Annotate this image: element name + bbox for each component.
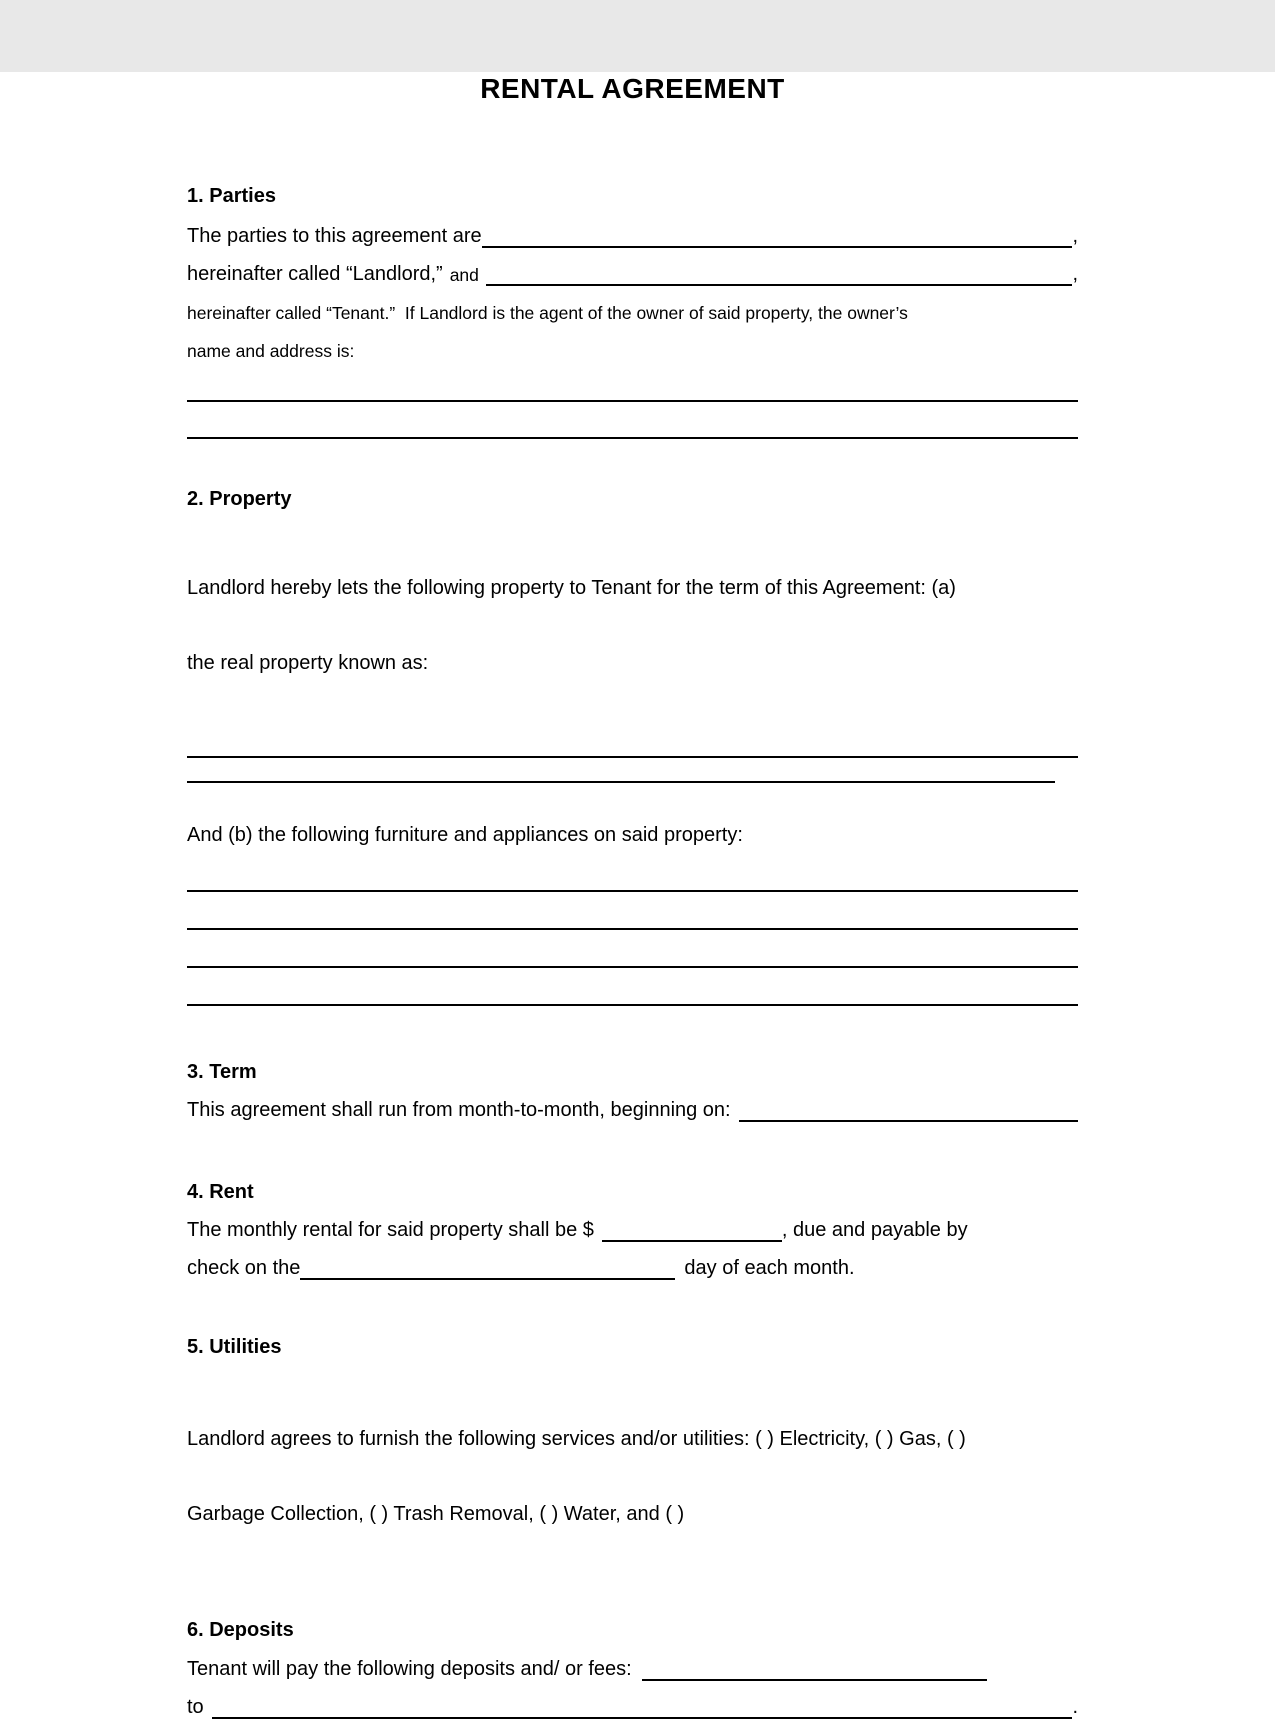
term-text: This agreement shall run from month-to-month, beginning on: [187,1099,731,1121]
parties-line2-text: hereinafter called “Landlord,” [187,263,443,285]
property-address-blank-1[interactable] [187,756,1078,758]
parties-paragraph [187,210,1078,362]
furniture-list-blank-4[interactable] [187,1004,1078,1006]
rent-amount-pre: The monthly rental for said property shall be $ [187,1219,594,1241]
utilities-paragraph [187,1377,1078,1577]
deposits-to-text: to [187,1696,204,1718]
rent-line-1 [187,1204,1078,1242]
section-heading-parties: 1. Parties [187,185,276,207]
parties-line-2 [187,248,1078,286]
parties-line-1 [187,210,1078,248]
furniture-list-blank-1[interactable] [187,890,1078,892]
deposits-paragraph [187,1643,1078,1719]
section-heading-rent: 4. Rent [187,1181,254,1203]
property-intro [187,526,1078,726]
deposits-line-2 [187,1681,1078,1719]
parties-line-3 [187,286,1078,324]
rent-line-2 [187,1242,1078,1280]
deposits-line-1 [187,1643,1078,1681]
tenant-name-blank[interactable] [486,260,1073,286]
rent-day-post: day of each month. [684,1257,855,1279]
deposits-period: . [1072,1696,1078,1718]
furniture-list-blank-3[interactable] [187,966,1078,968]
owner-name-address-blank-1[interactable] [187,400,1078,402]
rent-amount-blank[interactable] [602,1216,782,1242]
parties-line4-text: name and address is: [187,341,355,361]
utilities-line1: Landlord agrees to furnish the following services and/or utilities: ( ) Electricity, ( ) Gas, ( ) [187,1428,966,1450]
rent-amount-post: , due and payable by [781,1219,968,1241]
utilities-line2: Garbage Collection, ( ) Trash Removal, ( ) Water, and ( ) [187,1503,685,1525]
parties-line2-comma: , [1072,263,1078,285]
document-page [0,72,1275,1722]
parties-line-4 [187,324,1078,362]
rent-day-pre: check on the [187,1257,301,1279]
term-start-date-blank[interactable] [739,1096,1078,1122]
property-intro-line2: the real property known as: [187,652,429,674]
section-heading-deposits: 6. Deposits [187,1619,294,1641]
section-heading-property: 2. Property [187,488,292,510]
rent-due-day-blank[interactable] [300,1254,675,1280]
term-line [187,1084,1078,1122]
section-heading-utilities: 5. Utilities [187,1336,282,1358]
parties-line1-text: The parties to this agreement are [187,225,482,247]
deposit-fees-blank[interactable] [642,1655,987,1681]
landlord-name-blank[interactable] [482,222,1073,248]
parties-line3-text: hereinafter called “Tenant.” If Landlord is the agent of the owner of said property, the owner’s [187,303,908,323]
deposits-fees-text: Tenant will pay the following deposits and/ or fees: [187,1658,632,1680]
furniture-intro: And (b) the following furniture and appliances on said property: [187,824,743,846]
document-title: RENTAL AGREEMENT [480,73,785,104]
parties-line1-comma: , [1072,225,1078,247]
deposit-payee-blank[interactable] [212,1693,1073,1719]
owner-name-address-blank-2[interactable] [187,437,1078,439]
property-intro-line1: Landlord hereby lets the following property to Tenant for the term of this Agreement: (a) [187,577,956,599]
parties-line2-and: and [449,265,479,285]
property-address-blank-2[interactable] [187,781,1055,783]
furniture-list-blank-2[interactable] [187,928,1078,930]
section-heading-term: 3. Term [187,1061,257,1083]
